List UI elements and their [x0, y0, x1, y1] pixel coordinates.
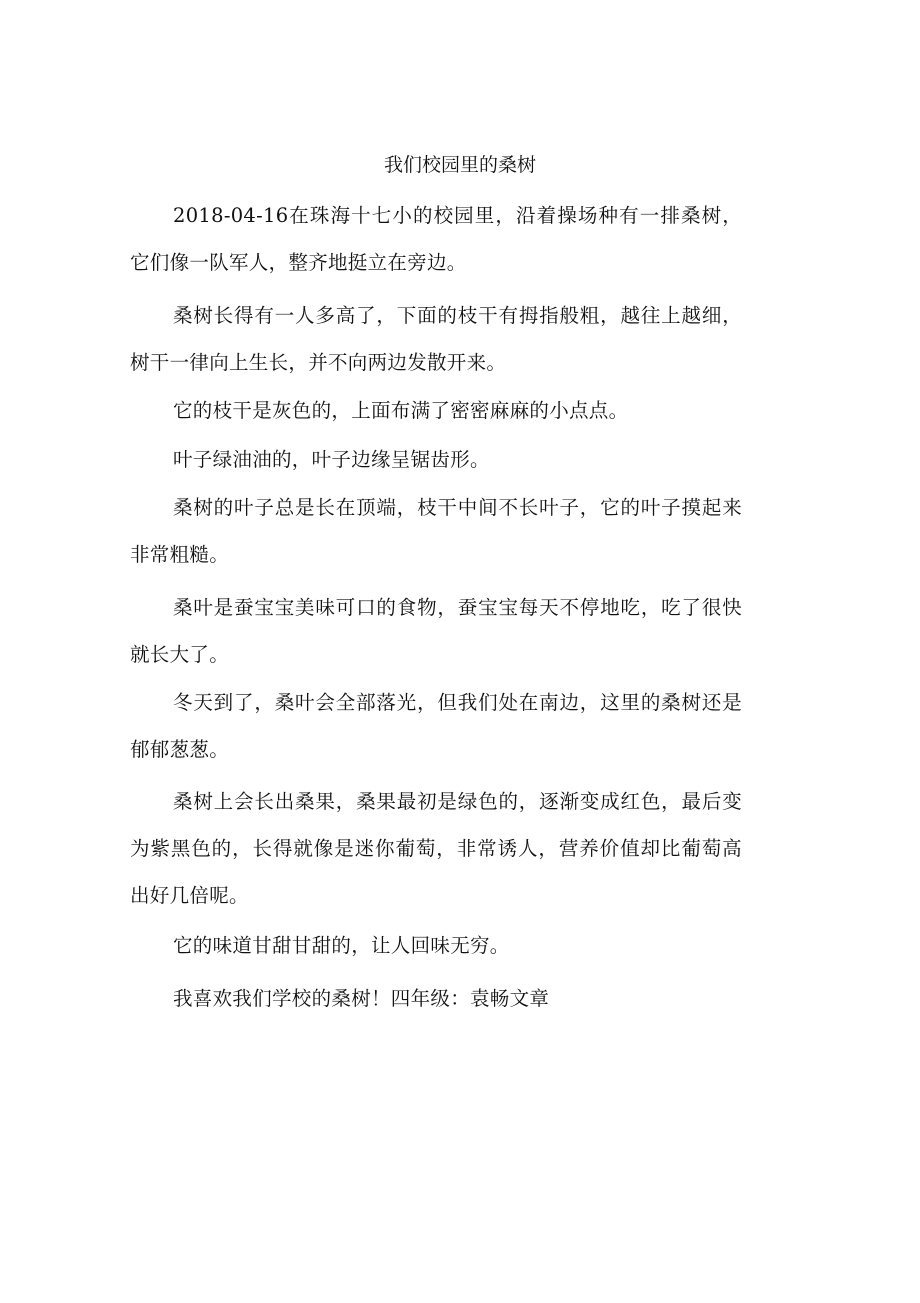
paragraph: 它的枝干是灰色的，上面布满了密密麻麻的小点点。: [173, 399, 629, 422]
paragraph: 桑树上会长出桑果，桑果最初是绿色的，逐渐变成红色，最后变为紫黑色的，长得就像是迷你葡萄，非常诱人，营养价值却比葡萄高出好几倍呢。: [130, 790, 742, 907]
paragraph: 桑树的叶子总是长在顶端，枝干中间不长叶子，它的叶子摸起来非常粗糙。: [130, 496, 742, 566]
paragraph: 桑叶是蚕宝宝美味可口的食物，蚕宝宝每天不停地吃，吃了很快就长大了。: [130, 596, 742, 666]
paragraph: 它的味道甘甜甘甜的，让人回味无穷。: [173, 934, 510, 957]
paragraph-signature: 我喜欢我们学校的桑树！四年级：袁畅文章: [173, 987, 550, 1010]
paragraph: 叶子绿油油的，叶子边缘呈锯齿形。: [173, 448, 490, 471]
paragraph: 桑树长得有一人多高了，下面的枝干有拇指般粗，越往上越细，树干一律向上生长，并不向两边发散开来。: [130, 304, 742, 374]
paragraph: 2018-04-16在珠海十七小的校园里，沿着操场种有一排桑树，它们像一队军人，整齐地挺立在旁边。: [130, 204, 742, 274]
paragraph: 冬天到了，桑叶会全部落光，但我们处在南边，这里的桑树还是郁郁葱葱。: [130, 691, 742, 761]
document-title: 我们校园里的桑树: [383, 154, 536, 176]
